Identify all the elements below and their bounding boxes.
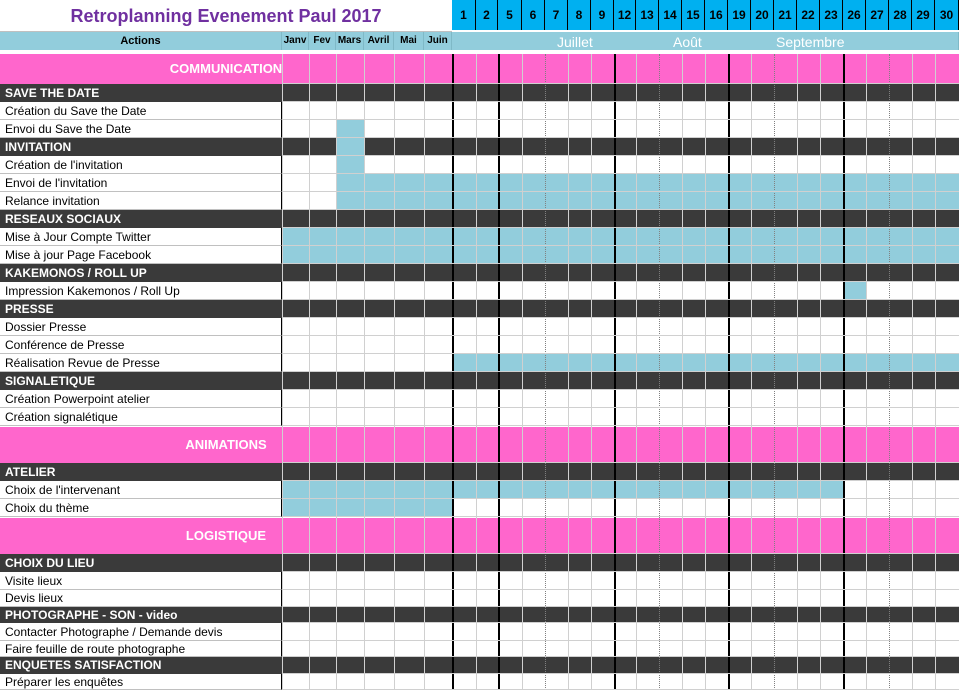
day-header-14[interactable]: 14	[659, 0, 682, 30]
task-label[interactable]: Faire feuille de route photographe	[0, 641, 282, 657]
grid-hline	[282, 498, 959, 499]
task-label[interactable]: Envoi du Save the Date	[0, 120, 282, 138]
grid-hline	[282, 335, 959, 336]
task-label[interactable]: Envoi de l'invitation	[0, 174, 282, 192]
day-header-8[interactable]: 8	[568, 0, 591, 30]
grid-hline	[282, 191, 959, 192]
grid-hline	[282, 173, 959, 174]
grid-vline	[498, 54, 500, 690]
grid-vline	[452, 54, 454, 690]
grid-vline	[282, 54, 283, 690]
band-label[interactable]: ANIMATIONS	[185, 437, 267, 452]
day-header-21[interactable]: 21	[774, 0, 797, 30]
grid-hline	[282, 589, 959, 590]
month-col-header-5[interactable]: Juin	[424, 32, 452, 50]
task-label[interactable]: Relance invitation	[0, 192, 282, 210]
day-header-12[interactable]: 12	[614, 0, 636, 30]
grid-hline	[282, 371, 959, 372]
gantt-bar[interactable]	[336, 120, 364, 138]
gantt-bar[interactable]	[336, 156, 364, 174]
month-col-header-0[interactable]: Janv	[282, 32, 309, 50]
grid-hline	[282, 673, 959, 674]
grid-hline	[282, 389, 959, 390]
day-header-20[interactable]: 20	[751, 0, 774, 30]
grid-hline	[282, 227, 959, 228]
grid-hline	[282, 640, 959, 641]
grid-vline	[364, 54, 365, 690]
band-label[interactable]: LOGISTIQUE	[185, 528, 267, 543]
grid-vline	[309, 54, 310, 690]
task-label[interactable]: Contacter Photographe / Demande devis	[0, 623, 282, 641]
band-label[interactable]: COMMUNICATION	[169, 61, 283, 76]
section-label[interactable]: INVITATION	[5, 140, 72, 154]
day-header-9[interactable]: 9	[591, 0, 614, 30]
gantt-bar[interactable]	[282, 499, 452, 517]
grid-hline	[282, 317, 959, 318]
day-header-16[interactable]: 16	[705, 0, 728, 30]
day-header-2[interactable]: 2	[476, 0, 498, 30]
task-label[interactable]: Réalisation Revue de Presse	[0, 354, 282, 372]
grid-vline	[636, 54, 637, 690]
grid-hline	[282, 425, 959, 426]
gantt-bar[interactable]	[452, 481, 843, 499]
grid-vline	[424, 54, 425, 690]
grid-vline	[797, 54, 798, 690]
grid-hline	[282, 83, 959, 84]
grid-hline	[282, 299, 959, 300]
section-label[interactable]: KAKEMONOS / ROLL UP	[5, 266, 147, 280]
section-label[interactable]: CHOIX DU LIEU	[5, 556, 95, 570]
timeline-subheader	[452, 32, 959, 50]
month-col-header-2[interactable]: Mars	[336, 32, 364, 50]
grid-hline	[282, 353, 959, 354]
task-label[interactable]: Dossier Presse	[0, 318, 282, 336]
day-header-13[interactable]: 13	[636, 0, 659, 30]
gantt-bar[interactable]	[282, 481, 452, 499]
task-label[interactable]: Impression Kakemonos / Roll Up	[0, 282, 282, 300]
grid-hline	[282, 462, 959, 463]
month-label-aout: Août	[673, 34, 702, 50]
day-header-23[interactable]: 23	[820, 0, 843, 30]
grid-vline	[705, 54, 706, 690]
grid-vline	[912, 54, 913, 690]
day-header-6[interactable]: 6	[522, 0, 545, 30]
grid-vline	[751, 54, 752, 690]
grid-hline	[282, 656, 959, 657]
gantt-bar[interactable]	[336, 138, 364, 156]
grid-hline	[282, 155, 959, 156]
grid-hline	[282, 119, 959, 120]
grid-vline	[820, 54, 821, 690]
day-header-29[interactable]: 29	[912, 0, 935, 30]
day-header-30[interactable]: 30	[935, 0, 959, 30]
section-label[interactable]: ATELIER	[5, 465, 56, 479]
grid-vline	[843, 54, 845, 690]
section-label[interactable]: PRESSE	[5, 302, 54, 316]
section-label[interactable]: ENQUETES SATISFACTION	[5, 658, 162, 672]
grid-vline	[614, 54, 616, 690]
grid-hline	[282, 281, 959, 282]
task-label[interactable]: Création Powerpoint atelier	[0, 390, 282, 408]
sheet-title[interactable]: Retroplanning Evenement Paul 2017	[0, 0, 452, 32]
day-header-27[interactable]: 27	[866, 0, 889, 30]
grid-hline	[282, 101, 959, 102]
month-label-septembre: Septembre	[776, 34, 845, 50]
grid-hline	[282, 137, 959, 138]
grid-vline	[568, 54, 569, 690]
day-header-19[interactable]: 19	[728, 0, 751, 30]
day-header-5[interactable]: 5	[498, 0, 522, 30]
task-label[interactable]: Préparer les enquêtes	[0, 674, 282, 690]
grid-hline	[282, 606, 959, 607]
grid-vline	[889, 54, 890, 690]
grid-vline	[682, 54, 683, 690]
day-header-7[interactable]: 7	[545, 0, 568, 30]
task-label[interactable]: Conférence de Presse	[0, 336, 282, 354]
grid-hline	[282, 263, 959, 264]
grid-hline	[282, 516, 959, 517]
day-header-15[interactable]: 15	[682, 0, 705, 30]
section-label[interactable]: PHOTOGRAPHE - SON - video	[5, 608, 178, 622]
section-label[interactable]: RESEAUX SOCIAUX	[5, 212, 122, 226]
grid-vline	[394, 54, 395, 690]
task-label[interactable]: Création signalétique	[0, 408, 282, 426]
grid-vline	[591, 54, 592, 690]
month-col-header-3[interactable]: Avril	[364, 32, 394, 50]
grid-hline	[282, 571, 959, 572]
grid-vline	[522, 54, 523, 690]
grid-hline	[282, 553, 959, 554]
task-label[interactable]: Création du Save the Date	[0, 102, 282, 120]
task-label[interactable]: Visite lieux	[0, 572, 282, 590]
grid-vline	[659, 54, 660, 690]
task-label[interactable]: Choix de l'intervenant	[0, 481, 282, 499]
grid-hline	[282, 480, 959, 481]
section-label[interactable]: SIGNALETIQUE	[5, 374, 96, 388]
day-header-1[interactable]: 1	[452, 0, 476, 30]
grid-hline	[282, 209, 959, 210]
gantt-bar[interactable]	[843, 282, 866, 300]
month-col-header-1[interactable]: Fev	[309, 32, 336, 50]
grid-vline	[728, 54, 730, 690]
day-header-28[interactable]: 28	[889, 0, 912, 30]
grid-vline	[476, 54, 477, 690]
day-header-26[interactable]: 26	[843, 0, 866, 30]
grid-vline	[336, 54, 337, 690]
grid-vline	[935, 54, 936, 690]
task-label[interactable]: Mise à jour Page Facebook	[0, 246, 282, 264]
month-label-juillet: Juillet	[557, 34, 593, 50]
actions-header[interactable]: Actions	[0, 32, 282, 50]
task-label[interactable]: Choix du thème	[0, 499, 282, 517]
grid-vline	[545, 54, 546, 690]
grid-vline	[866, 54, 867, 690]
grid-hline	[282, 245, 959, 246]
grid-hline	[282, 622, 959, 623]
task-label[interactable]: Création de l'invitation	[0, 156, 282, 174]
task-label[interactable]: Devis lieux	[0, 590, 282, 607]
grid-hline	[282, 407, 959, 408]
grid-vline	[774, 54, 775, 690]
gantt-bar[interactable]	[282, 228, 452, 246]
task-label[interactable]: Mise à Jour Compte Twitter	[0, 228, 282, 246]
month-col-header-4[interactable]: Mai	[394, 32, 424, 50]
section-label[interactable]: SAVE THE DATE	[5, 86, 100, 100]
gantt-bar[interactable]	[282, 246, 452, 264]
day-header-22[interactable]: 22	[797, 0, 820, 30]
